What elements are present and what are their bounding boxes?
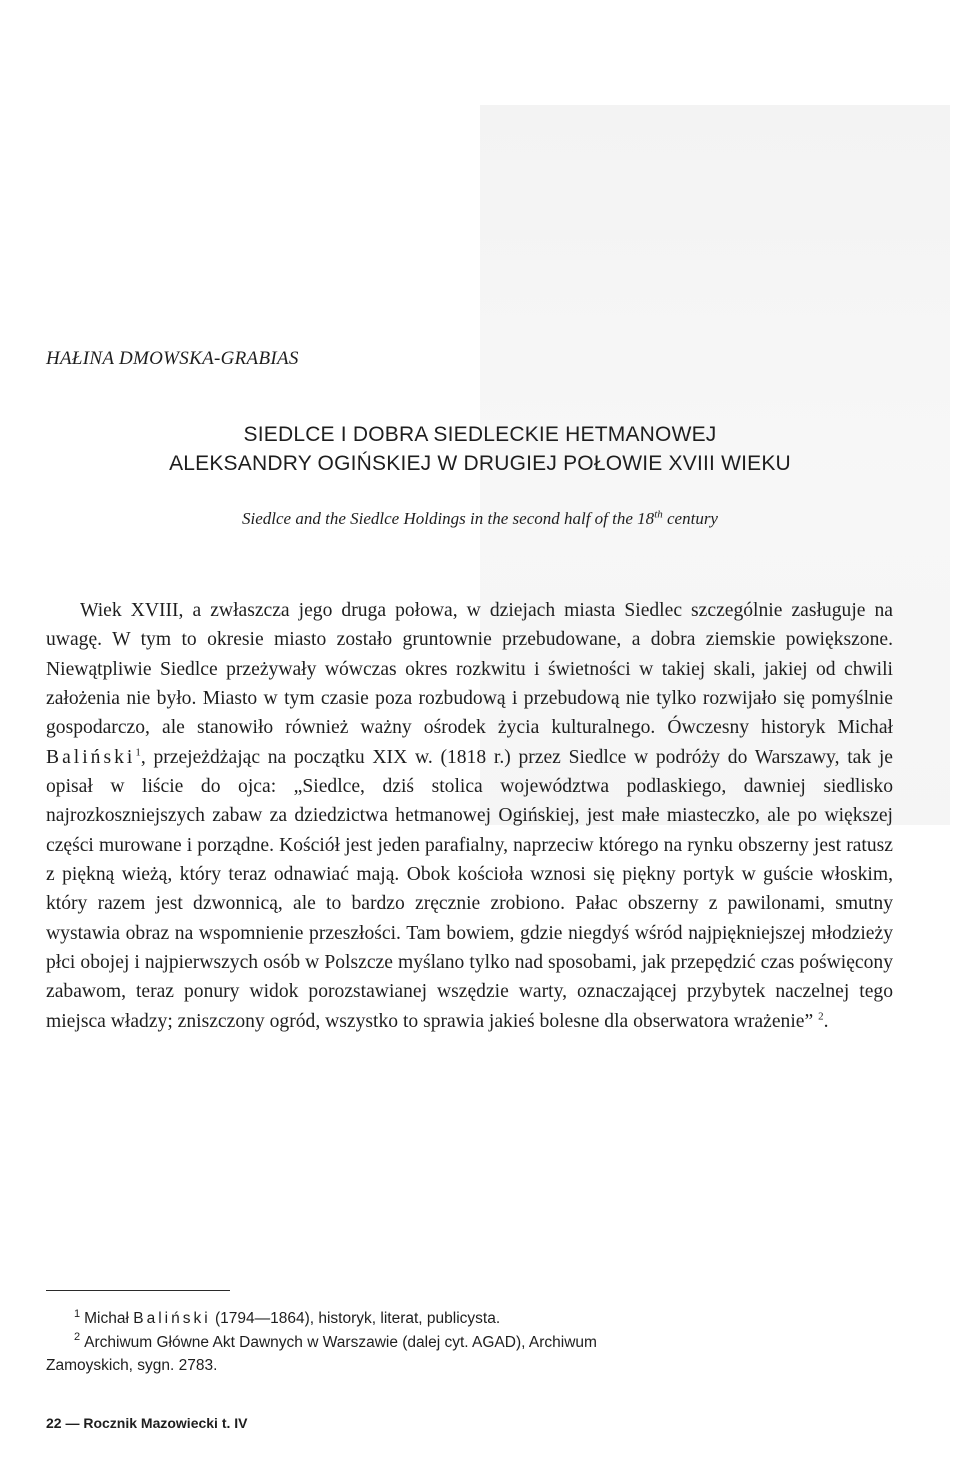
footnote-ref-2: 2: [818, 1010, 824, 1023]
footnote-text-end: (1794—1864), historyk, literat, publicysta.: [210, 1310, 501, 1327]
main-body: [46, 596, 893, 1036]
subtitle-superscript: th: [654, 508, 663, 521]
footnote-1: [46, 1307, 893, 1331]
subtitle-end: century: [662, 509, 718, 528]
english-subtitle: [42, 509, 918, 529]
footnote-text: Archiwum Główne Akt Dawnych w Warszawie (dalej cyt. AGAD), Archiwum: [84, 1333, 597, 1351]
footnote-2: [46, 1331, 893, 1355]
subtitle-text: Siedlce and the Siedlce Holdings in the second half of the 18: [242, 509, 655, 528]
footnote-separator: [46, 1290, 230, 1291]
footnote-number: 1: [74, 1307, 81, 1320]
body-paragraph: [46, 596, 893, 1036]
footnote-ref-1: 1: [135, 746, 141, 759]
article-title-line-2: ALEKSANDRY OGIŃSKIEJ W DRUGIEJ POŁOWIE XVIII WIEKU: [169, 452, 791, 475]
footnote-2-continuation: Zamoyskich, sygn. 2783.: [46, 1357, 218, 1374]
spaced-name: Baliński: [46, 746, 136, 768]
footnote-spaced-name: Baliński: [133, 1310, 211, 1327]
footnote-text: Michał: [84, 1310, 134, 1327]
page-footer: 22 — Rocznik Mazowiecki t. IV: [46, 1415, 248, 1431]
author-name: HAŁINA DMOWSKA-GRABIAS: [46, 348, 299, 369]
footnotes: [46, 1307, 893, 1378]
article-title-line-1: SIEDLCE I DOBRA SIEDLECKIE HETMANOWEJ: [243, 423, 717, 446]
body-text-part-2: , przejeżdżając na początku XIX w. (1818 r.) przez Siedlce w podróży do Warszawy, tak je opisał w liście do ojca: „Siedlce, dziś stolica województwa podlaskiego, dawniej siedlisko najrozkoszniejszych zabaw za dziedzictwa hetmanowej Ogińskiej, jest małe miasteczko, ale po większej części murowane i porządne. Kościół jest jeden parafialny, naprzeciw którego na rynku obszerny jest ratusz z piękną wieżą, który teraz odnawiać mają. Obok kościoła wznosi się piękny portyk w guście włoskim, który razem jest dzwonnicą, ale to bardzo zręcznie zrobiono. Pałac obszerny z pawilonami, smutny wystawia obraz na wspomnienie przeszłości. Tam bowiem, gdzie niegdyś wśród najpiękniejszej młodzieży płci obojej i najpierwszych osób w Polszcze myślano tylko nad sposobami, jak przepędzić czas poświęcony zabawom, teraz ponury widok porozstawianej wszędzie warty, oznaczającej przybytek naczelnej tego miejsca władzy; zniszczony ogród, wszystko to sprawia jakieś bolesne dla obserwatora wrażenie”: [46, 746, 893, 1032]
body-text-part-1: Wiek XVIII, a zwłaszcza jego druga połowa, w dziejach miasta Siedlec szczególnie zasługuje na uwagę. W tym to okresie miasto zostało gruntownie przebudowane, a dobra ziemskie powiększone. Niewątpliwie Siedlce przeżywały wówczas okres rozkwitu i świetności w takiej skali, jakiej od chwili założenia nie było. Miasto w tym czasie poza rozbudową i przebudową nie tylko rozwijało się pomyślnie gospodarczo, ale stanowiło również ważny ośrodek życia kulturalnego. Ówczesny historyk Michał: [46, 600, 893, 739]
body-text-part-3: .: [823, 1010, 829, 1032]
footnote-number: 2: [74, 1331, 81, 1344]
